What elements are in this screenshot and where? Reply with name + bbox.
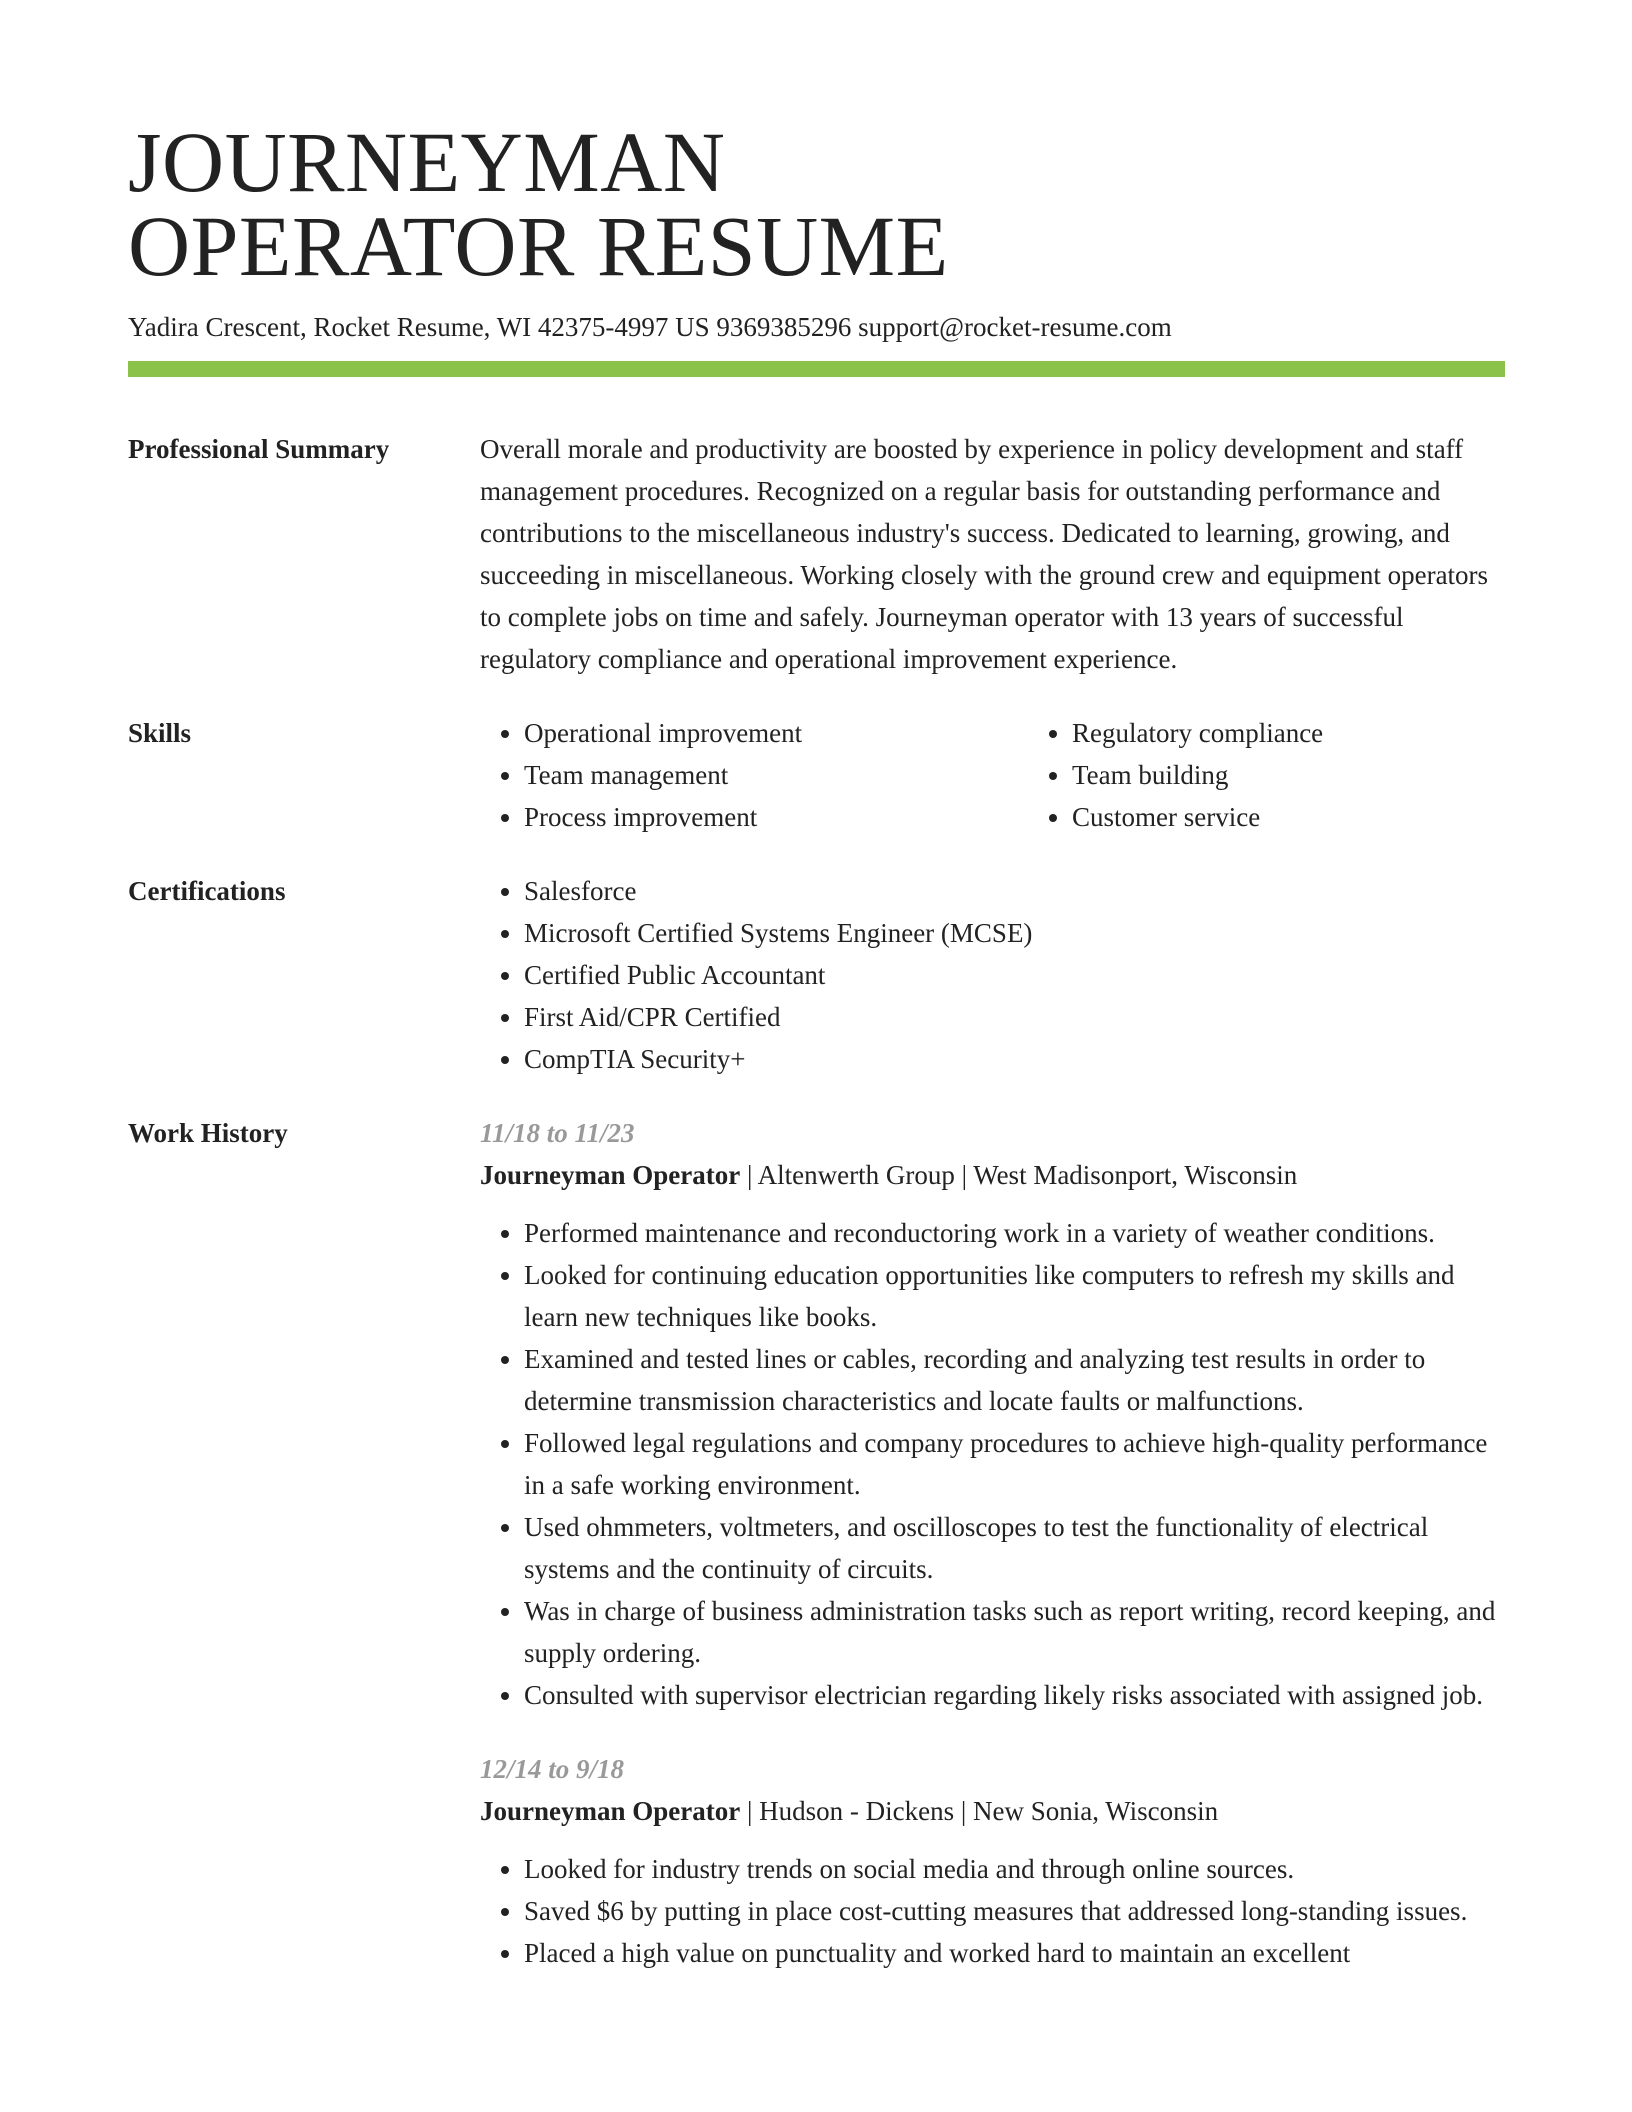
job-bullet: • Saved $6 by putting in place cost-cutting measures that addressed long-standing issues.: [524, 1890, 1505, 1932]
certification-item: • Salesforce: [524, 870, 1505, 912]
job-bullet: • Examined and tested lines or cables, recording and analyzing test results in order to determine transmission characteristics and locate faults or malfunctions.: [524, 1338, 1505, 1422]
job-bullet: • Was in charge of business administration tasks such as report writing, record keeping, and supply ordering.: [524, 1590, 1505, 1674]
skill-item: • Operational improvement: [524, 712, 1028, 754]
skill-item: • Process improvement: [524, 796, 1028, 838]
job-bullets: [480, 1212, 1505, 1716]
skills-list-right: [1028, 712, 1576, 838]
job-role: Journeyman Operator: [480, 1160, 741, 1190]
job-entry: [480, 1748, 1505, 1974]
job-bullet: • Looked for continuing education opportunities like computers to refresh my skills and learn new techniques like books.: [524, 1254, 1505, 1338]
section-body: [480, 870, 1505, 1080]
job-bullet: • Used ohmmeters, voltmeters, and oscilloscopes to test the functionality of electrical systems and the continuity of circuits.: [524, 1506, 1505, 1590]
section-label: Work History: [128, 1118, 288, 1148]
job-heading: [480, 1154, 1505, 1196]
section-body: [480, 1112, 1505, 1974]
job-employer-location: | Altenwerth Group | West Madisonport, Wisconsin: [740, 1160, 1298, 1190]
job-bullet: • Looked for industry trends on social media and through online sources.: [524, 1848, 1505, 1890]
work-history-section: [128, 1080, 1505, 1974]
section-label: Certifications: [128, 876, 286, 906]
job-heading: [480, 1790, 1505, 1832]
skill-item: • Customer service: [1072, 796, 1576, 838]
skill-item: • Team management: [524, 754, 1028, 796]
resume-title-line-1: JOURNEYMAN: [128, 114, 726, 210]
certifications-list: [480, 870, 1505, 1080]
skills-list-left: [480, 712, 1028, 838]
summary-text: Overall morale and productivity are boosted by experience in policy development and staff management procedures. Recognized on a regular basis for outstanding performance and contributions to the miscellaneous industry's success. Dedicated to learning, growing, and succeeding in miscellaneous. Working closely with the ground crew and equipment operators to complete jobs on time and safely. Journeyman operator with 13 years of successful regulatory compliance and operational improvement experience.: [480, 434, 1489, 674]
skills-section: [128, 680, 1505, 838]
section-label: Professional Summary: [128, 434, 390, 464]
job-bullets: [480, 1848, 1505, 1974]
accent-divider: [128, 361, 1505, 377]
contact-line: Yadira Crescent, Rocket Resume, WI 42375-4997 US 9369385296 support@rocket-resume.com: [128, 312, 1172, 342]
resume-title: [128, 114, 1505, 294]
section-body: [480, 428, 1505, 680]
job-bullet: • Consulted with supervisor electrician regarding likely risks associated with assigned job.: [524, 1674, 1505, 1716]
skills-columns: [480, 712, 1576, 838]
skill-item: • Team building: [1072, 754, 1576, 796]
skill-item: • Regulatory compliance: [1072, 712, 1576, 754]
job-bullet: • Placed a high value on punctuality and worked hard to maintain an excellent: [524, 1932, 1505, 1974]
certification-item: • Certified Public Accountant: [524, 954, 1505, 996]
job-entry: [480, 1112, 1505, 1716]
job-bullet: • Performed maintenance and reconductoring work in a variety of weather conditions.: [524, 1212, 1505, 1254]
job-dates: 12/14 to 9/18: [480, 1754, 625, 1784]
job-bullet: • Followed legal regulations and company procedures to achieve high-quality performance in a safe working environment.: [524, 1422, 1505, 1506]
professional-summary-section: [128, 377, 1505, 680]
resume-title-line-2: OPERATOR RESUME: [128, 198, 949, 294]
certification-item: • CompTIA Security+: [524, 1038, 1505, 1080]
job-dates: 11/18 to 11/23: [480, 1118, 635, 1148]
section-body: [480, 712, 1576, 838]
section-label: Skills: [128, 718, 192, 748]
job-role: Journeyman Operator: [480, 1796, 741, 1826]
certification-item: • First Aid/CPR Certified: [524, 996, 1505, 1038]
certifications-section: [128, 838, 1505, 1080]
certification-item: • Microsoft Certified Systems Engineer (MCSE): [524, 912, 1505, 954]
job-employer-location: | Hudson - Dickens | New Sonia, Wisconsin: [740, 1796, 1219, 1826]
